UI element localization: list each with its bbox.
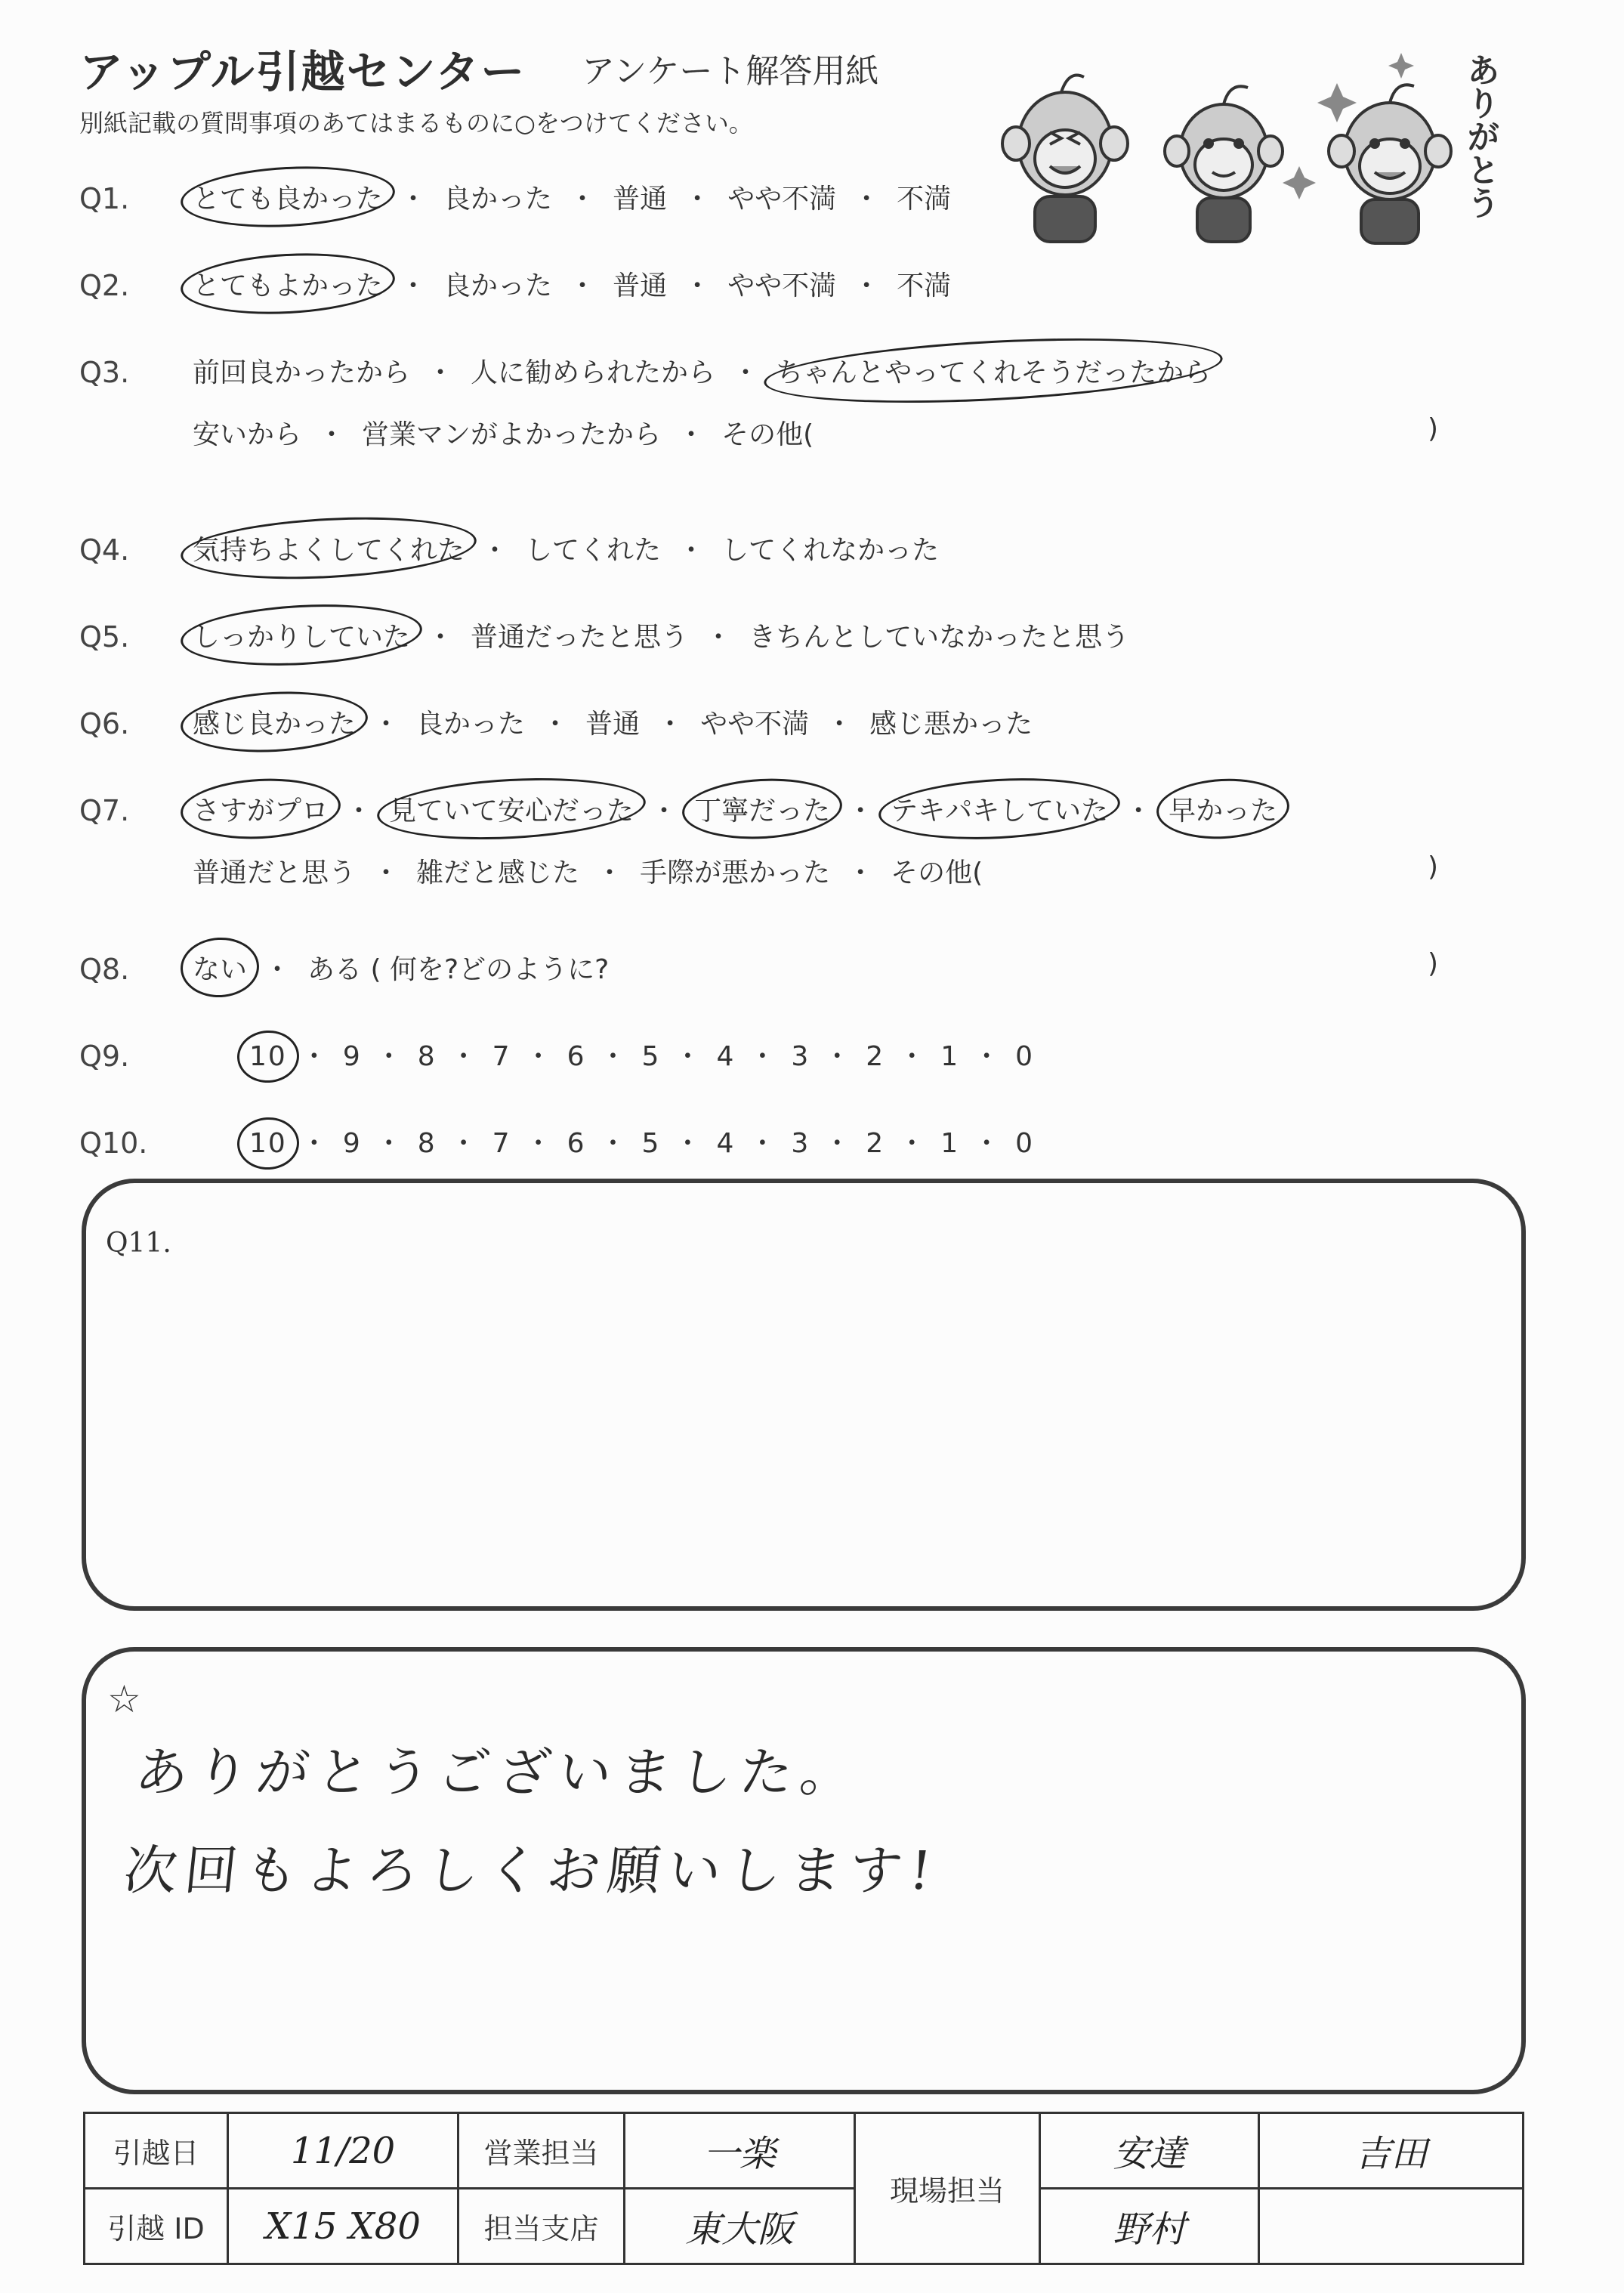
answer-option[interactable]: 前回良かったから (193, 357, 411, 388)
answer-option[interactable]: さすがプロ (193, 790, 329, 828)
answer-line (249, 1035, 1034, 1074)
separator: ・ (427, 357, 455, 388)
site-label: 現場担当 (855, 2113, 1040, 2264)
separator: ・ (400, 270, 428, 301)
hand-drawn-circle (179, 775, 342, 843)
moving-id-label: 引越 ID (85, 2189, 228, 2264)
answer-option[interactable]: 1 (940, 1128, 960, 1159)
answer-option[interactable]: 0 (1015, 1041, 1035, 1072)
sales-value: 一楽 (625, 2113, 855, 2189)
message-line-2: 次回もよろしくお願いします! (121, 1840, 942, 1902)
answer-option[interactable]: 気持ちよくしてくれた (193, 529, 465, 567)
answer-option[interactable]: してくれなかった (721, 535, 940, 566)
site-staff-3: 野村 (1040, 2189, 1259, 2264)
moving-date-label: 引越日 (85, 2113, 228, 2189)
answer-option[interactable]: やや不満 (727, 184, 837, 215)
separator: ・ (823, 1128, 853, 1159)
answer-option[interactable]: 丁寧だった (694, 790, 830, 828)
answer-option[interactable]: 感じ悪かった (869, 709, 1033, 740)
separator: ・ (375, 1041, 404, 1072)
hand-drawn-circle (762, 329, 1224, 413)
answer-option[interactable]: 8 (417, 1041, 437, 1072)
answer-option[interactable]: 3 (791, 1128, 810, 1159)
separator: ・ (427, 622, 455, 653)
answer-option[interactable]: 7 (492, 1041, 511, 1072)
answer-option[interactable]: やや不満 (727, 270, 837, 301)
answer-option[interactable]: 0 (1015, 1128, 1035, 1159)
separator: ・ (898, 1128, 928, 1159)
closing-paren: ) (1428, 948, 1439, 979)
hand-drawn-circle (236, 1116, 300, 1171)
answer-line (193, 413, 814, 452)
answer-option[interactable]: 10 (249, 1041, 287, 1072)
separator: ・ (1125, 796, 1153, 827)
answer-line (193, 703, 1033, 741)
answer-option[interactable]: 1 (940, 1041, 960, 1072)
answer-option[interactable]: 普通だったと思う (471, 622, 689, 653)
closing-paren: ) (1428, 851, 1439, 882)
site-staff-2: 吉田 (1259, 2113, 1524, 2189)
monkey-mascots-illustration (982, 38, 1526, 257)
question-number: Q1. (79, 182, 130, 215)
question-number: Q2. (79, 269, 130, 302)
site-staff-1: 安達 (1040, 2113, 1259, 2189)
separator: ・ (318, 419, 346, 450)
answer-option[interactable]: 良かった (443, 270, 553, 301)
separator: ・ (596, 858, 624, 888)
answer-option[interactable]: 良かった (416, 709, 526, 740)
separator: ・ (650, 796, 678, 827)
answer-line (193, 948, 609, 987)
hand-drawn-circle (1155, 775, 1291, 842)
separator: ・ (524, 1128, 554, 1159)
separator: ・ (449, 1128, 479, 1159)
separator: ・ (264, 954, 292, 985)
answer-option[interactable]: とても良かった (193, 178, 383, 216)
separator: ・ (678, 535, 705, 566)
answer-option[interactable]: ちゃんとやってくれそうだったから (776, 351, 1211, 390)
answer-option[interactable]: 普通 (585, 709, 641, 740)
answer-option[interactable]: 4 (716, 1128, 736, 1159)
separator: ・ (569, 270, 597, 301)
separator: ・ (449, 1041, 479, 1072)
separator: ・ (823, 1041, 853, 1072)
hand-drawn-circle (179, 249, 397, 320)
answer-option[interactable]: 2 (866, 1041, 885, 1072)
question-number: Q4. (79, 533, 130, 567)
answer-option[interactable]: してくれた (525, 535, 662, 566)
separator: ・ (674, 1041, 703, 1072)
answer-option[interactable]: 5 (641, 1041, 661, 1072)
separator: ・ (684, 184, 712, 215)
separator: ・ (400, 184, 428, 215)
branch-value: 東大阪 (625, 2189, 855, 2264)
separator: ・ (684, 270, 712, 301)
answer-option[interactable]: 10 (249, 1128, 287, 1159)
answer-option[interactable]: 早かった (1169, 790, 1277, 828)
answer-option[interactable]: 2 (866, 1128, 885, 1159)
separator: ・ (542, 709, 570, 740)
answer-option[interactable]: その他( (721, 419, 814, 450)
hand-drawn-circle (681, 775, 844, 843)
separator: ・ (898, 1041, 928, 1072)
separator: ・ (973, 1128, 1002, 1159)
answer-option[interactable]: 安いから (193, 419, 302, 450)
footer-table (83, 2112, 1524, 2265)
hand-drawn-circle (179, 162, 397, 233)
hand-drawn-circle (877, 773, 1122, 845)
separator: ・ (345, 796, 373, 827)
question-number: Q9. (79, 1040, 130, 1073)
separator: ・ (749, 1128, 778, 1159)
site-staff-4 (1259, 2189, 1524, 2264)
answer-option[interactable]: 7 (492, 1128, 511, 1159)
question-number: Q10. (79, 1126, 148, 1160)
answer-option[interactable]: 不満 (897, 184, 952, 215)
answer-option[interactable]: 8 (417, 1128, 437, 1159)
star-label: ☆ (107, 1677, 141, 1721)
hand-drawn-circle (179, 599, 424, 672)
moving-id-value: X15 X80 (228, 2189, 458, 2264)
separator: ・ (375, 1128, 404, 1159)
separator: ・ (372, 709, 400, 740)
separator: ・ (678, 419, 705, 450)
form-subtitle: アンケート解答用紙 (582, 52, 879, 91)
hand-drawn-circle (179, 511, 478, 586)
answer-option[interactable]: 3 (791, 1041, 810, 1072)
answer-line (193, 351, 1211, 390)
answer-option[interactable]: 9 (342, 1128, 362, 1159)
separator: ・ (599, 1128, 628, 1159)
hand-drawn-circle (236, 1029, 300, 1084)
form-title: アップル引越センター (79, 46, 526, 97)
answer-option[interactable]: ない (193, 948, 247, 987)
answer-line (193, 529, 939, 567)
question-number: Q6. (79, 707, 130, 740)
question-number: Q7. (79, 794, 130, 827)
thanks-vertical-text: ありがとう (1461, 53, 1499, 219)
q11-box[interactable] (82, 1179, 1526, 1611)
answer-line (249, 1122, 1034, 1160)
separator: ・ (300, 1128, 329, 1159)
separator: ・ (481, 535, 509, 566)
answer-line (193, 851, 983, 890)
separator: ・ (524, 1041, 554, 1072)
answer-line (193, 616, 1129, 654)
answer-option[interactable]: 5 (641, 1128, 661, 1159)
answer-option[interactable]: 普通 (613, 270, 668, 301)
separator: ・ (973, 1041, 1002, 1072)
answer-line (193, 178, 951, 216)
answer-option[interactable]: その他( (891, 858, 983, 888)
monkey-1 (1002, 76, 1128, 243)
answer-option[interactable]: やや不満 (700, 709, 810, 740)
separator: ・ (656, 709, 684, 740)
answer-option[interactable]: 普通 (613, 184, 668, 215)
answer-option[interactable]: 6 (567, 1041, 586, 1072)
closing-paren: ) (1428, 413, 1439, 444)
answer-option[interactable]: ある ( 何を?どのように? (307, 954, 610, 985)
separator: ・ (300, 1041, 329, 1072)
separator: ・ (705, 622, 733, 653)
separator: ・ (674, 1128, 703, 1159)
answer-option[interactable]: 普通だと思う (193, 858, 357, 888)
answer-option[interactable]: 感じ良かった (193, 703, 356, 741)
q11-label: Q11. (106, 1228, 171, 1259)
separator: ・ (569, 184, 597, 215)
answer-option[interactable]: 不満 (897, 270, 952, 301)
answer-option[interactable]: きちんとしていなかったと思う (749, 622, 1130, 653)
answer-option[interactable]: 良かった (443, 184, 553, 215)
answer-option[interactable]: 見ていて安心だった (389, 790, 634, 828)
separator: ・ (826, 709, 854, 740)
separator: ・ (847, 858, 875, 888)
monkey-2 (1165, 86, 1283, 242)
answer-line (193, 264, 951, 303)
answer-option[interactable]: 4 (716, 1041, 736, 1072)
answer-line (193, 790, 1277, 828)
hand-drawn-circle (179, 688, 369, 757)
separator: ・ (853, 184, 881, 215)
hand-drawn-circle (375, 772, 647, 846)
separator: ・ (853, 270, 881, 301)
answer-option[interactable]: しっかりしていた (193, 616, 410, 654)
answer-option[interactable]: テキパキしていた (891, 790, 1108, 828)
answer-option[interactable]: 営業マンがよかったから (362, 419, 662, 450)
moving-date-value: 11/20 (228, 2113, 458, 2189)
answer-option[interactable]: とてもよかった (193, 264, 383, 303)
branch-label: 担当支店 (458, 2189, 625, 2264)
answer-option[interactable]: 雑だと感じた (416, 858, 580, 888)
separator: ・ (732, 357, 760, 388)
separator: ・ (372, 858, 400, 888)
answer-option[interactable]: 6 (567, 1128, 586, 1159)
question-number: Q5. (79, 620, 130, 654)
answer-option[interactable]: 手際が悪かった (640, 858, 831, 888)
message-line-1: ありがとうございました。 (132, 1741, 864, 1803)
separator: ・ (599, 1041, 628, 1072)
instructions: 別紙記載の質問事項のあてはまるものに○をつけてください。 (79, 109, 753, 138)
monkey-3 (1329, 85, 1451, 243)
question-number: Q3. (79, 356, 130, 389)
separator: ・ (749, 1041, 778, 1072)
answer-option[interactable]: 人に勧められたから (471, 357, 716, 388)
separator: ・ (847, 796, 875, 827)
answer-option[interactable]: 9 (342, 1041, 362, 1072)
question-number: Q8. (79, 953, 130, 986)
sales-label: 営業担当 (458, 2113, 625, 2189)
hand-drawn-circle (179, 935, 261, 999)
